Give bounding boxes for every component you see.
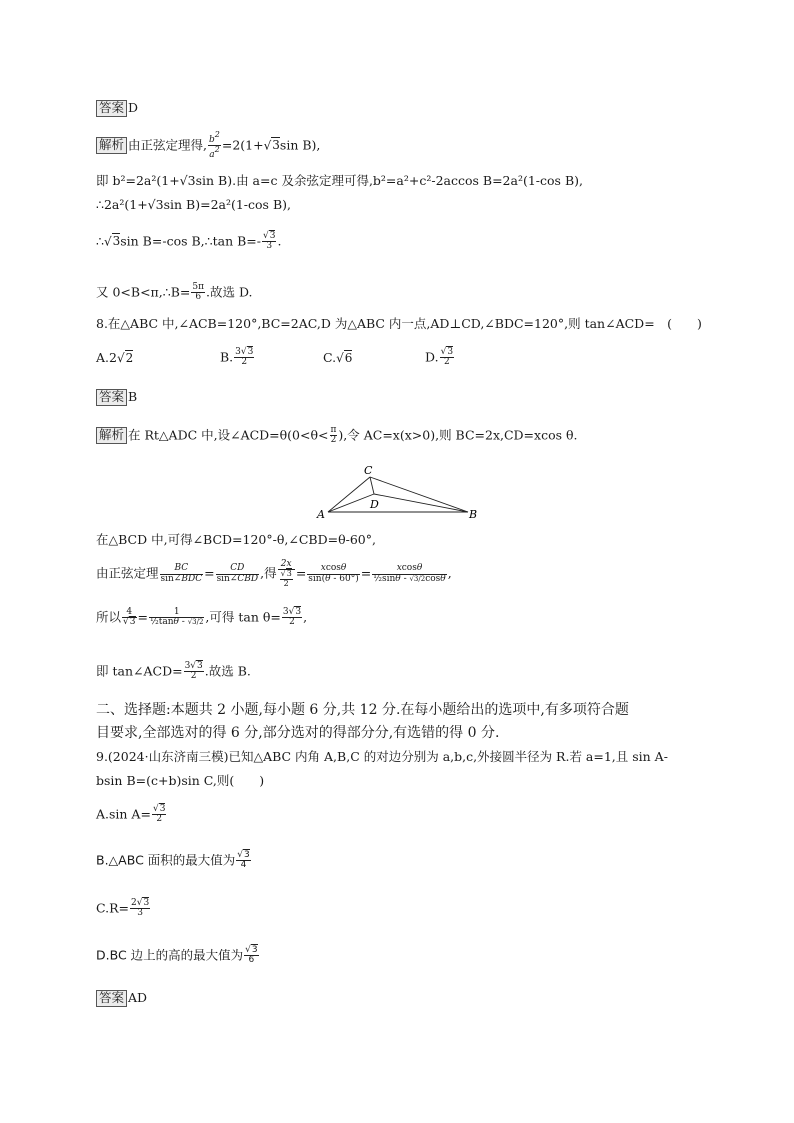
- fraction-3sqrt3-2: $\frac{3√3}{2}$: [184, 661, 203, 682]
- text: 即 tan∠ACD=: [96, 663, 183, 679]
- text: 所以: [96, 609, 122, 625]
- q8-answer-line: [96, 389, 137, 406]
- sqrt3: √3: [263, 138, 280, 153]
- fraction-sqrt3-2: $\frac{√3}{2}$: [440, 347, 454, 368]
- q7-analysis-line1: 解析 由正弦定理得, $\frac{b2}{a2}$ =2(1+√3sin B),: [96, 131, 320, 161]
- answer-value: AD: [128, 990, 148, 1005]
- fraction-3sqrt3-2: $\frac{3√3}{2}$: [282, 607, 302, 628]
- label: D.: [425, 349, 439, 365]
- label: D.BC 边上的高的最大值为: [96, 947, 244, 963]
- q8-option-d: [425, 348, 455, 368]
- label-c: C: [364, 464, 373, 477]
- fraction-4-sqrt3: $\frac{4}{√3}$: [123, 607, 136, 628]
- q8-option-c: [323, 352, 352, 365]
- q8-stem: 8.在△ABC 中,∠ACB=120°,BC=2AC,D 为△ABC 内一点,AD⊥CD,∠BDC=120°,则 tan∠ACD= ( ): [96, 316, 702, 331]
- answer-tag: 答案: [96, 100, 127, 117]
- q7-analysis-line2: 即 b²=2a²(1+√3sin B).由 a=c 及余弦定理可得,b²=a²+c²-2accos B=2a²(1-cos B),: [96, 173, 583, 188]
- q8-option-a: [96, 352, 133, 365]
- fraction-pi-2: $\frac{\pi}{2}$: [330, 425, 337, 446]
- label-b: B: [469, 508, 478, 521]
- side-cb: [370, 477, 468, 512]
- answer-value: D: [128, 100, 139, 115]
- fraction-sqrt3-2: $\frac{√3}{2}$: [152, 804, 166, 825]
- analysis-tag: 解析: [96, 427, 127, 444]
- q7-answer-line: [96, 100, 138, 117]
- q8-analysis-line4: 所以 $\frac{4}{√3}$ = $\frac{1}{\text{½tanθ - √3/2}}$ ,可得 tan θ= $\frac{3√3}{2}$ ,: [96, 607, 308, 628]
- q9-option-a: [96, 805, 167, 825]
- q8-analysis-line2: 在△BCD 中,可得∠BCD=120°-θ,∠CBD=θ-60°,: [96, 532, 376, 547]
- text: 由正弦定理得,: [128, 137, 207, 153]
- text: ,可得 tan θ=: [205, 609, 281, 625]
- section2-heading-line1: 二、选择题:本题共 2 小题,每小题 6 分,共 12 分.在每小题给出的选项中,有多项符合题: [96, 702, 629, 718]
- fraction-bc-sinbdc: $\frac{BC}{\text{sin∠BDC}}$: [160, 563, 203, 584]
- q7-analysis-line4: ∴√3sin B=-cos B,∴tan B=- $\frac{√3}{3}$ .: [96, 231, 282, 252]
- fraction-sqrt3-4: $\frac{√3}{4}$: [237, 850, 250, 871]
- fraction-2sqrt3-3: $\frac{2√3}{3}$: [130, 898, 150, 919]
- label: B.: [220, 349, 234, 365]
- text: ∴: [96, 233, 104, 249]
- text: 由正弦定理: [96, 565, 159, 581]
- fraction-sqrt3-3: $\frac{√3}{3}$: [262, 231, 276, 252]
- answer-tag: 答案: [96, 990, 127, 1007]
- segment-cd: [370, 477, 374, 494]
- text: sin B),: [279, 137, 321, 153]
- fraction-cd-sincbd: $\frac{CD}{\text{sin∠CBD}}$: [216, 563, 259, 584]
- fraction-sqrt3-6: $\frac{√3}{6}$: [245, 945, 258, 966]
- side-ac: [328, 477, 370, 512]
- q9-stem-line2: bsin B=(c+b)sin C,则( ): [96, 773, 265, 788]
- fraction-xcos-sin60: $\frac{xcos\theta}{\sin(\theta - 60^\circ)}$: [308, 563, 359, 584]
- triangle-figure: [310, 462, 490, 522]
- text: sin B=-cos B,∴tan B=-: [120, 233, 261, 249]
- text: 2(1+: [232, 137, 264, 153]
- segment-db: [374, 494, 468, 512]
- section2-heading-line2: 目要求,全部选对的得 6 分,部分选对的得部分分,有选错的得 0 分.: [96, 725, 500, 741]
- fraction-xcos-expanded: $\frac{xcos\theta}{\text{½sinθ - √3/2cosθ}}$: [373, 563, 446, 584]
- text: .故选 B.: [204, 663, 251, 679]
- q9-option-c: [96, 899, 151, 919]
- analysis-tag: 解析: [96, 137, 127, 154]
- label-a: A: [317, 508, 325, 521]
- label: A.2: [96, 350, 117, 365]
- text: ,得: [260, 565, 277, 581]
- fraction-2x-sqrt3half: $\frac{2x}{\frac{√3}{2}}$: [278, 560, 295, 588]
- sqrt2: √2: [116, 351, 134, 365]
- sqrt3: √3: [103, 234, 121, 249]
- q8-analysis-line1: [96, 426, 578, 446]
- q8-analysis-line3: 由正弦定理 $\frac{BC}{\text{sin∠BDC}}$ = $\frac{CD}{\text{sin∠CBD}}$ ,得 $\frac{2x}{\frac{√3}{2}}$ = $\frac{xcos\theta}{\sin(\theta - 60^\circ)}$ = $\frac{xcos\theta}{\text{½sinθ - √3/2cosθ}}$ ,: [96, 559, 452, 588]
- q8-analysis-line5: [96, 662, 251, 682]
- answer-tag: 答案: [96, 389, 127, 406]
- label: B.△ABC 面积的最大值为: [96, 852, 236, 868]
- label: C.R=: [96, 900, 129, 916]
- q7-analysis-line3: ∴2a²(1+√3sin B)=2a²(1-cos B),: [96, 197, 291, 212]
- text: 又 0<B<π,∴B=: [96, 284, 191, 300]
- fraction-5pi-6: $\frac{5\pi}{6}$: [192, 282, 205, 303]
- q7-analysis-line5: [96, 283, 253, 303]
- fraction-1-tan-expr: $\frac{1}{\text{½tanθ - √3/2}}$: [149, 607, 204, 628]
- q8-option-b: [220, 348, 255, 368]
- text: ),令 AC=x(x>0),则 BC=2x,CD=xcos θ.: [338, 427, 578, 443]
- fraction-b2-a2: $\frac{b2}{a2}$: [209, 130, 220, 161]
- label-d: D: [370, 498, 379, 511]
- sqrt6: √6: [336, 351, 353, 365]
- q9-stem-line1: 9.(2024·山东济南三模)已知△ABC 内角 A,B,C 的对边分别为 a,b,c,外接圆半径为 R.若 a=1,且 sin A-: [96, 749, 668, 764]
- fraction-3sqrt3-2: $\frac{3√3}{2}$: [235, 347, 254, 368]
- segment-ad: [328, 494, 374, 512]
- q9-answer-line: [96, 990, 147, 1007]
- q9-option-b: [96, 851, 252, 871]
- answer-value: B: [128, 389, 138, 404]
- label: A.sin A=: [96, 806, 151, 822]
- label: C.: [323, 350, 337, 365]
- q9-option-d: [96, 946, 260, 966]
- text: 在 Rt△ADC 中,设∠ACD=θ(0<θ<: [128, 427, 329, 443]
- text: .故选 D.: [206, 284, 253, 300]
